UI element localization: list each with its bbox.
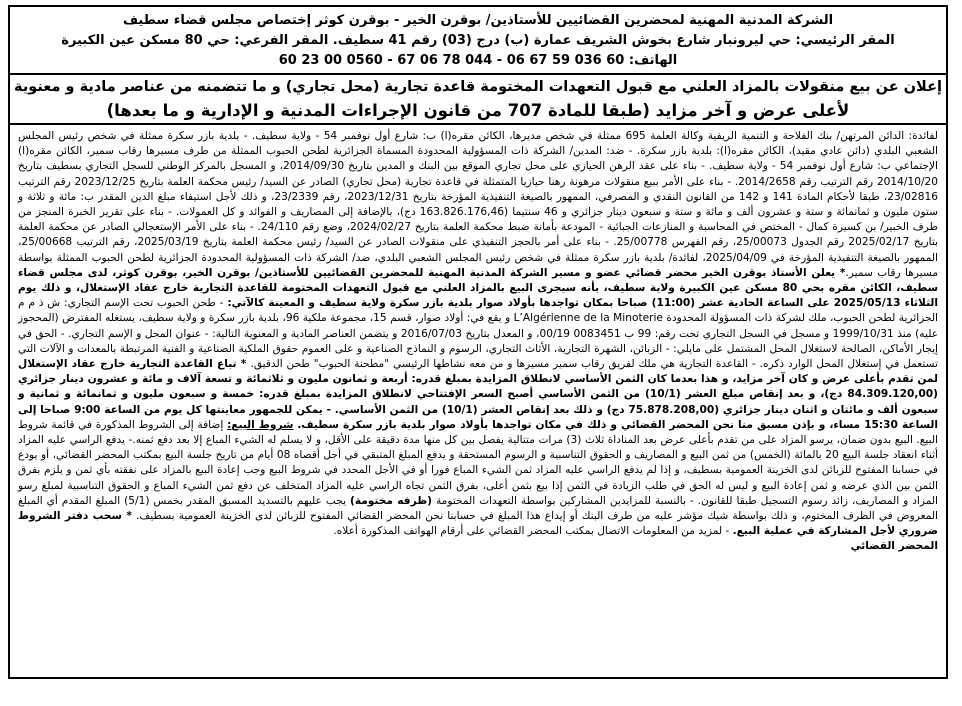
company-phone: الهاتف: 60 036 59 67 06 - 044 78 06 67 - 0560 00 23 60	[278, 53, 678, 68]
contact-note: - لمزيد من المعلومات الاتصال بمكتب المحضر القضائي على أرقام الهواتف المذكورة أعلاه.	[333, 525, 733, 538]
auction-notice	[8, 5, 948, 679]
title-line-1: إعلان عن بيع منقولات بالمزاد العلني مع قبول التعهدات المختومة قاعدة تجارية (محل تجاري) و ما تتضمنه من عناصر مادية و معنوية	[14, 79, 942, 95]
body-paragraph-parties	[18, 129, 938, 539]
notice-title	[10, 73, 946, 125]
deposit-text: يجب عليهم بالتسديد المسبق المقدر بخمس (5/1) المبلغ المقدم أي المبلغ المعروض في الظرف المختوم، و ذلك بواسطة شيك مؤشر عليه من طرف البنك أو إيداع هذا المبلغ في حسابنا نحن المحضر القضائي المفتوح للزبائن لدى الخزينة العمومية بسطيف.	[18, 494, 938, 523]
notice-header	[10, 7, 946, 73]
notice-body	[10, 125, 946, 555]
company-address: المقر الرئيسي: حي ليرونبار شارع بخوش الشريف عمارة (ب) درج (03) رقم 41 سطيف. المقر الفرعي: حي 80 مسكن عين الكبيرة	[61, 33, 895, 48]
auction-announcement: * يعلن الأستاذ بوقرن الخير محضر قضائي عضو و مسير الشركة المدنية المهنية للمحضرين القضائيين للأستاذين/ بوقرن الخير، بوقرن كوثر، لدى مجلس قضاء سطيف، الكائن مقره بحي 80 مسكن عين الكبيرة ولاية سطيف، بأنه سيجرى البيع بالمزاد العلني مع قبول التعهدات المختومة للقاعدة التجارية خارج عقاد الإستغلال، و ذلك يوم الثلاثاء 2025/05/13 على الساعة الحادية عشر (11:00) صباحا بمكان تواجدها بأولاد صوار بلدية بازر سكرة ولاية سطيف و المعينة كالآتي:	[18, 266, 939, 310]
sealed-envelope-label: (ظرفه مختومة)	[349, 494, 433, 507]
conditions-label: شروط البيع:	[227, 418, 294, 431]
title-line-2: لأعلى عرض و آخر مزايد (طبقا للمادة 707 من قانون الإجراءات المدنية و الإدارية و ما بعدها)	[106, 101, 850, 120]
company-name: الشركة المدنية المهنية لمحضرين القضائيين للأستاذين/ بوقرن الخير - بوقرن كوثر إختصاص مجلس قضاء سطيف	[122, 13, 834, 28]
signature: المحضر القضائي	[850, 540, 938, 553]
price-details: * تباع القاعدة التجارية خارج عقاد الإستغلال لمن تقدم بأعلى عرض و كان آخر مزايد، و هذا بعدما كان الثمن الأساسي لانطلاق المزايدة بمبلغ قدره: أربعة و ثمانون مليون و ثلاثمائة و تسعة آلاف و مائة و عشرون دينار جزائري (84.309.120,00 دج)، و بعد إنقاص مبلغ العشر (10/1) من الثمن الأساسي أصبح السعر الإفتتاحي لانطلاق المزايدة بمبلغ قدره: خمسة و سبعون مليون و ثمانمائة و ثمانية و سبعون ألف و مائتان و اثنان دينار جزائري (75.878.208,00 دج) و ذلك بعد إنقاص العشر (10/1) من الثمن الأساسي. - يمكن للجمهور معاينتها كل يوم من الساعة 9:00 صباحا إلى الساعة 15:30 مساء، و بإذن مسبق منا نحن المحضر القضائي و ذلك في مكان تواجدها بأولاد صوار بلدية بازر سكرة سطيف.	[18, 358, 939, 431]
conditions-book-note: * سحب دفتر الشروط ضروري لأجل المشاركة في عملية البيع.	[18, 510, 938, 538]
business-description: - طحن الحبوب تحت الإسم التجاري: ش ذ م م الجزائرية لطحن الحبوب، ملك لشركة ذات المسؤولة المحدودة L’Algérienne de la Minoterie و يقع في: أولاد صوار، قسم 15، مجموعة ملكية 96، بلدية بازر سكرة و ولاية سطيف، يستغله المفترض (المحجوز عليه) منذ 1999/10/31 و مسجل في السجل التجاري تحت رقم: 99 ب 0083451 00/19، و المعدل بتاريخ 2016/07/03 و يتضمن العناصر المادية و المعنوية التالية: - عنوان المحل و الإسم التجاري. - الحق في إيجار الأماكن، الصالحة لاستغلال المحل المشتمل على مايلي: - الزبائن، الشهرة التجارية، الأثاث التجاري، الرسوم و النماذج الصناعية و على العموم حقوق الملكية الصناعية و الفنية المرتبطة بالمعدات و الآلات التي تستعمل في إستغلال المحل الوارد ذكره. - القاعدة التجارية هي ملك لفريق رقاب سمير مسيرها و من معه نشاطها الرئيسي "مطحنة الحبوب" طحن الدقيق.	[18, 297, 939, 371]
parties-text: لفائدة: الدائن المرتهن/ بنك الفلاحة و التنمية الريفية وكالة العلمة 695 ممثلة في شخص مديرها، الكائن مقره(ا) ب: شارع أول نوفمبر 54 - ولاية سطيف. - بلدية بازر سكرة ممثلة في شخص رئيس المجلس الشعبي البلدي (دائن عادي مقيد)، الكائن مقره(ا): بلدية بازر سكرة. - ضد: المدين/ الشركة ذات المسؤولية المحدودة المسماة الجزائرية لطحن الحبوب الممثلة من طرف مسيرها رقاب سمير، الكائن مقره(ا) الإجتماعي ب: شارع أول نوفمبر 54 - ولاية سطيف. - بناء على عقد الرهن الحيازي على محل تجاري الموقع بين البنك و المدين بتاريخ 2014/09/30، و المسجل بالمركز الوطني للسجل التجاري بسطيف بتاريخ 2014/10/20 رقم الترتيب رقم 2014/2658. - بناء على الأمر ببيع منقولات مرهونة رهنا حيازيا المتمثلة في قاعدة تجارية (محل تجاري) الصادر عن السيد/ رئيس محكمة العلمة بتاريخ 2023/12/25 رقم الترتيب 23/02816، طبقا لأحكام المادة 141 و 142 من القانون النقدي و المصرفي، الممهور بالصيغة التنفيذية المؤرخة بتاريخ 2023/12/31، رقم 23/2339، و ذلك لأجل استيفاء مبلغ الدين المقدر ب: مائة و ثلاثة و ستون مليون و ثمانمائة و ستة و عشرون ألف و مائة و ستة و سبعون دينار جزائري و 46 سنتيما (163.826.176,46 دج)، بالإضافة إلى المصاريف و الفوائد و كل العمولات. - بناء على تقرير الخبرة المنجز من طرف الخبير/ بن كسيرة كمال - المختص في المحاسبة و المنازعات الجبائية - المودعة بأمانة ضبط محكمة العلمة بتاريخ 2024/02/27، وضع رقم 24/110. - بناء على الأمر الإستعجالي الصادر عن محكمة العلمة بتاريخ 2025/02/17 رقم الجدول 25/00073، رقم الفهرس 25/00778. - بناء على أمر بالحجز التنفيذي على منقولات الصادر عن السيد/ رئيس محكمة العلمة بتاريخ 2025/03/19، رقم الترتيب 25/00668، الممهور بالصيغة التنفيذية المؤرخة في 2025/04/09، لفائدة/ بلدية بازر سكرة ممثلة في شخص رئيس المجلس الشعبي البلدي، ضد/ الشركة ذات المسؤولية المحدودة الجزائرية لطحن الحبوب الممثلة بواسطة مسيرها رقاب سمير.	[18, 130, 939, 279]
conditions-text: إضافة إلى الشروط المذكورة في قائمة شروط البيع. البيع بدون ضمان، يرسو المزاد على من تقدم بأعلى عرض بعد المناداة ثلاث (3) مرات متتالية يفصل بين كل منها مدة دقيقة على الأقل، و لا يسلم له الشيء المباع إلا بعد دفع ثمنه.- يدفع الراسي عليه المزاد أثناء انعقاد جلسة البيع 20 بالمائة (الخمس) من ثمن البيع و المصاريف و الحقوق التناسبية و الرسوم المستحقة و يدفع المبلغ المتبقي في أجل أقصاه 08 أيام من تاريخ جلسة البيع بمكتب المحضر القضائي، أو يودع في حسابنا المفتوح للزبائن لدى الخزينة العمومية بسطيف، و إذا لم يدفع الراسي عليه المزاد ثمن الشيء المباع فورا أو في الأجل المحدد في شروط البيع وجب إعادة البيع بالمزاد على نفقته بأي ثمن و يلزم بفرق الثمن بين الذي عرضه و ثمن إعادة البيع و ليس له الحق في طلب الزيادة في الثمن إذا بيع بثمن أعلى، بفرق الثمن تجاه الراسي عليه المزاد المتخلف عن دفع ثمن الشيء المباع و الحقوق التناسبية لمبلغ رسو المزاد و المصاريف، زائد رسوم التسجيل طبقا للقانون. - بالنسبة للمزايدين المشاركين بواسطة التعهدات المختومة	[18, 418, 938, 507]
